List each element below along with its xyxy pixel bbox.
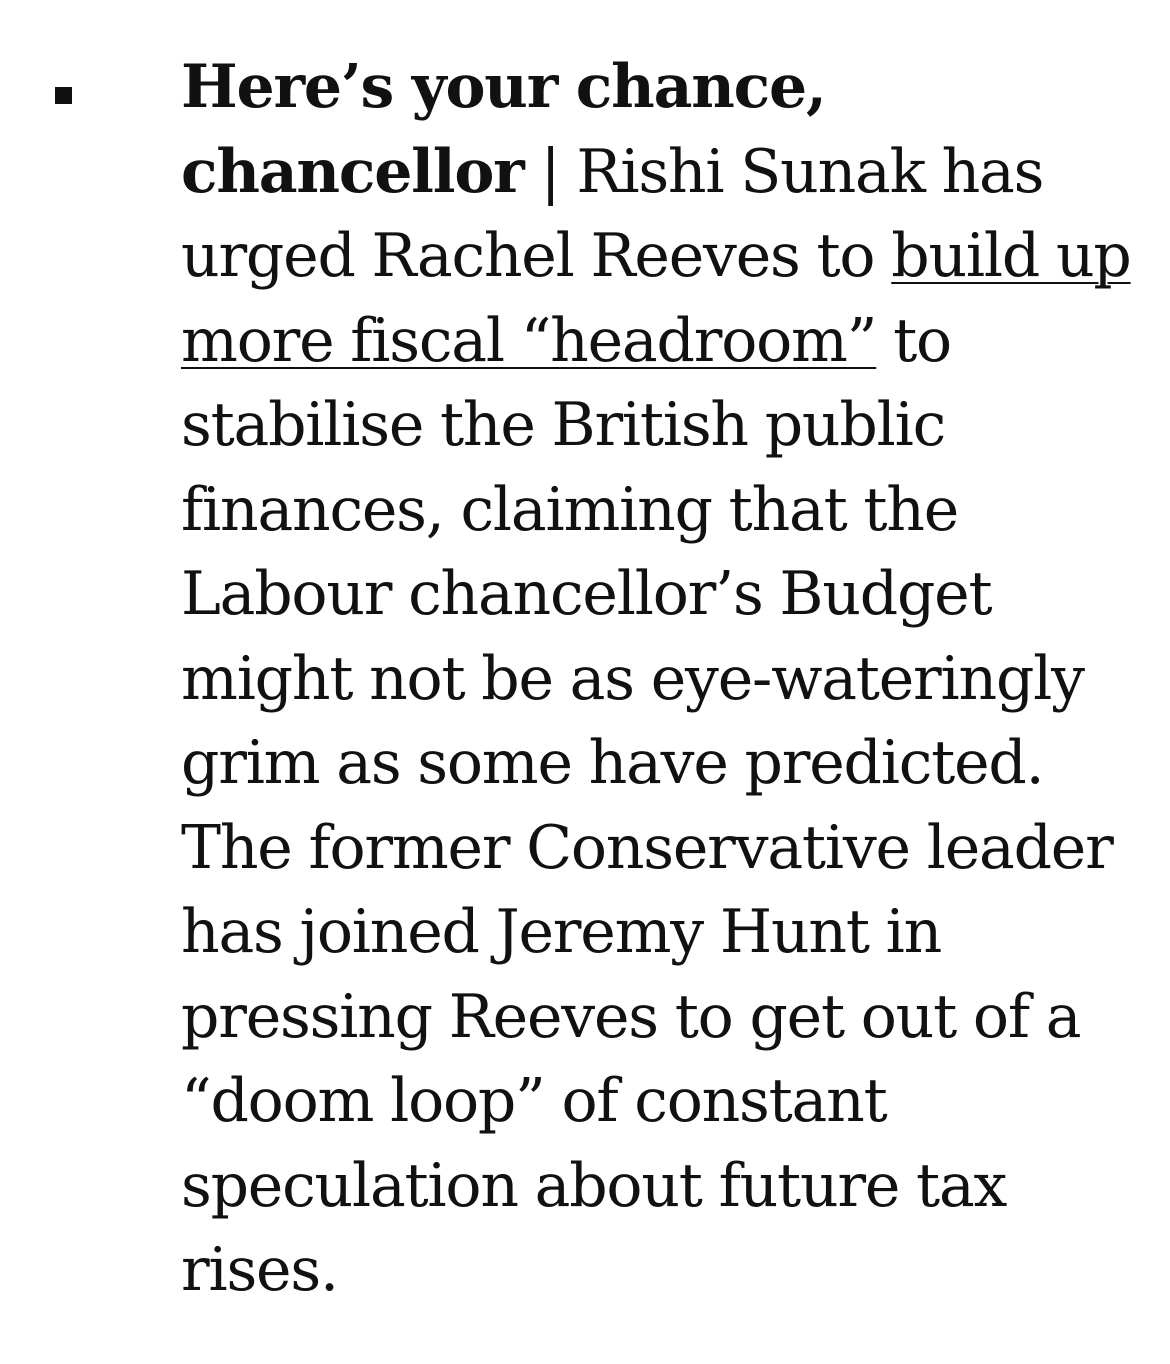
body-text-rest: to stabilise the British public finances, claiming that the Labour chancellor’s Budget might not be as eye-wateringly grim as some have predicted. The former Conservative leader has joined Jeremy Hunt in pressing Reeves to get out of a “doom loop” of constant speculation about future tax rises. (181, 305, 1113, 1305)
news-item-text (181, 45, 1141, 1313)
headroom-link[interactable]: build up more fiscal “headroom” (181, 221, 1131, 376)
headline: Here’s your chance, chancellor (181, 52, 826, 207)
bullet-marker (55, 87, 72, 104)
body-text-lead: Rishi Sunak has urged Rachel Reeves to (181, 136, 1044, 291)
separator: | (540, 136, 560, 207)
